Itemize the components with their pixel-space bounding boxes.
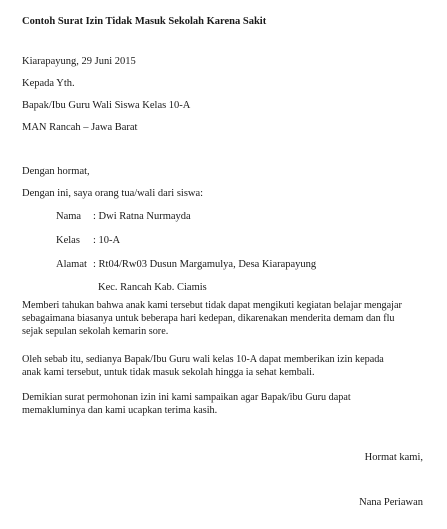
recipient-greeting: Kepada Yth.: [22, 78, 75, 89]
letter-title: Contoh Surat Izin Tidak Masuk Sekolah Karena Sakit: [22, 16, 267, 27]
intro-text: Dengan ini, saya orang tua/wali dari siswa:: [22, 188, 204, 199]
recipient-line2: MAN Rancah – Jawa Barat: [22, 122, 138, 133]
field-label-alamat: Alamat: [56, 259, 87, 270]
paragraph-3-line: memakluminya dan kami ucapkan terima kasih.: [22, 405, 218, 416]
field-value-kelas: : 10-A: [93, 235, 121, 246]
paragraph-2-line: Oleh sebab itu, sedianya Bapak/Ibu Guru wali kelas 10-A dapat memberikan izin kepada: [22, 354, 384, 365]
paragraph-2-line: anak kami tersebut, untuk tidak masuk sekolah hingga ia sehat kembali.: [22, 367, 315, 378]
letter-date: Kiarapayung, 29 Juni 2015: [22, 56, 136, 67]
field-label-nama: Nama: [56, 211, 82, 222]
address-continuation: Kec. Rancah Kab. Ciamis: [98, 282, 207, 293]
paragraph-3-line: Demikian surat permohonan izin ini kami sampaikan agar Bapak/ibu Guru dapat: [22, 392, 351, 403]
paragraph-2: [22, 353, 427, 379]
paragraph-3: [22, 391, 427, 417]
field-value-nama: : Dwi Ratna Nurmayda: [93, 211, 191, 222]
salutation: Dengan hormat,: [22, 166, 90, 177]
closing-text: Hormat kami,: [364, 452, 423, 463]
field-label-kelas: Kelas: [56, 235, 80, 246]
field-value-alamat: : Rt04/Rw03 Dusun Margamulya, Desa Kiarapayung: [93, 259, 317, 270]
paragraph-1-line: Memberi tahukan bahwa anak kami tersebut tidak dapat mengikuti kegiatan belajar mengajar: [22, 300, 402, 311]
paragraph-1-line: sejak sepulan sekolah kemarin sore.: [22, 326, 169, 337]
paragraph-1: [22, 299, 427, 338]
recipient-line1: Bapak/Ibu Guru Wali Siswa Kelas 10-A: [22, 100, 191, 111]
signature-name: Nana Periawan: [359, 497, 423, 508]
paragraph-1-line: sebagaimana biasanya untuk beberapa hari kedepan, dikarenakan menderita demam dan flu: [22, 313, 395, 324]
